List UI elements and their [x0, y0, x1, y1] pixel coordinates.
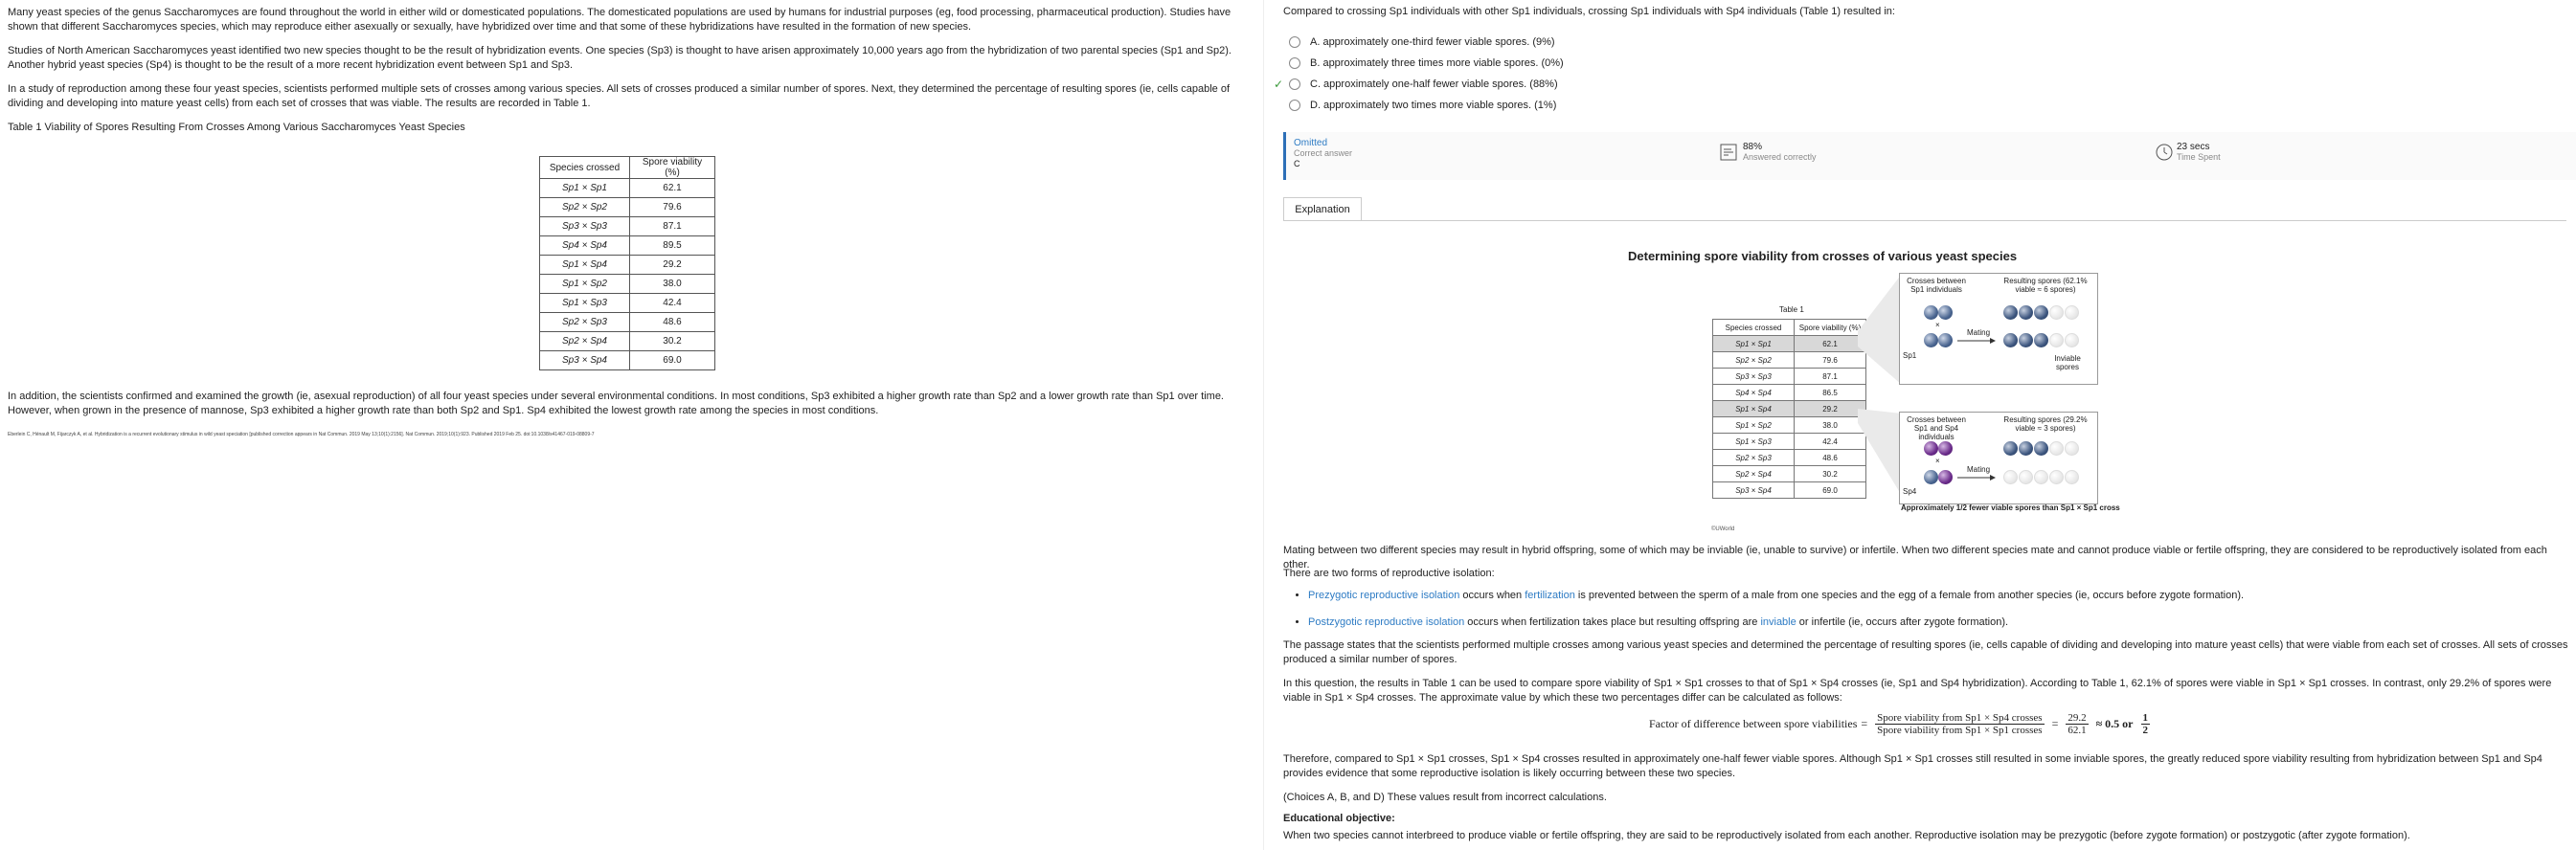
- formula: Factor of difference between spore viabilities = $\frac{\text{Spore viability from Sp1 × Sp4 crosses}}{\text{Spore viability from Sp1 × Sp1 crosses}}$ = $\frac{29.2}{62.1}$ ≈ 0.5 or $\frac{1}{2}$: [1649, 712, 2149, 736]
- viability-cell: 62.1: [1795, 336, 1866, 352]
- option-c[interactable]: C. approximately one-half fewer viable spores. (88%): [1289, 78, 1558, 91]
- species-cell: Sp1 × Sp2: [540, 275, 630, 294]
- arrow-icon: [1957, 474, 1996, 481]
- figure-table-row: [1713, 336, 1866, 352]
- viability-cell: 89.5: [630, 236, 715, 256]
- prezygotic-link[interactable]: Prezygotic reproductive isolation: [1308, 590, 1460, 601]
- viability-cell: 87.1: [1795, 369, 1866, 385]
- status-block: Omitted Correct answer C: [1294, 138, 1353, 168]
- sp1-cell: [1924, 470, 1938, 484]
- radio-icon[interactable]: [1289, 36, 1300, 48]
- explanation-paragraph-2: There are two forms of reproductive isolation:: [1283, 568, 1495, 579]
- viability-cell: 87.1: [630, 217, 715, 236]
- viability-cell: 86.5: [1795, 385, 1866, 401]
- viability-cell: 38.0: [1795, 417, 1866, 434]
- table-header: Spore viability (%): [630, 157, 715, 179]
- viability-cell: 30.2: [1795, 466, 1866, 482]
- figure-table-row: [1713, 417, 1866, 434]
- species-cell: Sp3 × Sp3: [540, 217, 630, 236]
- reference: Eberlein C, Hénault M, Fijarczyk A, et al. Hybridization is a recurrent evolutionary stimulus in wild yeast speciation [published correction appears in Nat Commun. 2019 May 13;10(1):2156]. Nat Commun. 2019;10(1):923. Published 2019 Feb 25. doi:10.1038/s41467-019-08809-7: [8, 432, 595, 437]
- species-cell: Sp3 × Sp3: [1713, 369, 1795, 385]
- status-text: Omitted: [1294, 138, 1328, 148]
- sp1-cell: [1938, 305, 1953, 320]
- postzygotic-link[interactable]: Postzygotic reproductive isolation: [1308, 616, 1465, 628]
- figure-table-row: [1713, 482, 1866, 499]
- species-cell: Sp1 × Sp2: [1713, 417, 1795, 434]
- figure-credit: ©UWorld: [1711, 526, 1735, 532]
- species-cell: Sp2 × Sp4: [540, 332, 630, 351]
- species-cell: Sp2 × Sp3: [1713, 450, 1795, 466]
- result-stats-bar: [1283, 132, 2576, 180]
- tab-explanation[interactable]: Explanation: [1283, 197, 1362, 221]
- option-a[interactable]: A. approximately one-third fewer viable spores. (9%): [1289, 35, 1555, 49]
- species-cell: Sp2 × Sp2: [1713, 352, 1795, 369]
- bullet-prezygotic: • Prezygotic reproductive isolation occurs when fertilization is prevented between the sperm of a male from one species and the egg of a female from another species (ie, occurs before zygote formation).: [1308, 589, 2571, 603]
- viability-cell: 42.4: [630, 294, 715, 313]
- explanation-paragraph-4: In this question, the results in Table 1 can be used to compare spore viability of Sp1 × Sp1 crosses to that of Sp1 × Sp4 crosses (ie, Sp1 and Sp4 hybridization). According to Table 1, 62.1% of spores were viable in Sp1 × Sp1 crosses. In contrast, only 29.2% of spores were viable in Sp1 × Sp4 crosses. The approximate value by which these two percentages differ can be calculated as follows:: [1283, 678, 2552, 704]
- explanation-paragraph-5: Therefore, compared to Sp1 × Sp1 crosses, Sp1 × Sp4 crosses resulted in approximately one-half fewer viable spores. Although Sp1 × Sp1 crosses still resulted in some inviable spores, the greatly reduced spore viability resulting from hybridization between Sp1 and Sp4 provides evidence that some reproductive isolation is likely occurring between these two species.: [1283, 753, 2542, 779]
- sp4-cell: [1924, 441, 1938, 456]
- species-cell: Sp3 × Sp4: [540, 351, 630, 370]
- explanation-paragraph-3: The passage states that the scientists performed multiple crosses among various yeast species and determined the percentage of resulting spores (ie, cells capable of dividing and developing into mature yeast cells) that were viable from each set of crosses. All sets of crosses produced a similar number of spores.: [1283, 639, 2568, 665]
- table-row: [540, 256, 715, 275]
- viability-cell: 69.0: [1795, 482, 1866, 499]
- figure-table-row: [1713, 352, 1866, 369]
- table-row: [540, 351, 715, 370]
- viability-cell: 48.6: [630, 313, 715, 332]
- fertilization-link[interactable]: fertilization: [1525, 590, 1575, 601]
- figure-table-row: [1713, 434, 1866, 450]
- passage-paragraph-1: Many yeast species of the genus Saccharomyces are found throughout the world in either wild or domesticated populations. The domesticated populations are used by humans for industrial purposes (eg, food processing, pharmaceutical production). Studies have shown that different Saccharomyces species, which may reproduce either asexually or sexually, have hybridized over time and that some of these hybridizations have resulted in the formation of new species.: [8, 7, 1232, 33]
- viability-cell: 62.1: [630, 179, 715, 198]
- correct-check-icon: ✓: [1274, 78, 1284, 91]
- table-row: [540, 179, 715, 198]
- viability-cell: 42.4: [1795, 434, 1866, 450]
- passage-pane: [0, 0, 1262, 850]
- radio-icon[interactable]: [1289, 78, 1300, 90]
- sp1-cell: [1924, 333, 1938, 347]
- arrow-icon: [1957, 337, 1996, 345]
- passage-paragraph-2: Studies of North American Saccharomyces yeast identified two new species thought to be the result of hybridization events. One species (Sp3) is thought to have arisen approximately 10,000 years ago from the hybridization of two parental species (Sp1 and Sp2). Another hybrid yeast species (Sp4) is thought to be the result of a more recent hybridization event between Sp1 and Sp3.: [8, 45, 1232, 71]
- panel-sp1-sp4-cross: Crosses between Sp1 and Sp4 individuals Resulting spores (29.2% viable ≈ 3 spores) × Sp4 Mating: [1899, 412, 2098, 504]
- explanation-paragraph-1: Mating between two different species may result in hybrid offspring, some of which may be inviable (ie, unable to survive) or infertile. When two different species mate and cannot produce viable or fertile offspring, they are considered to be reproductively isolated from each other.: [1283, 545, 2547, 570]
- viability-cell: 38.0: [630, 275, 715, 294]
- bar-chart-icon: [1720, 144, 1737, 161]
- option-d[interactable]: D. approximately two times more viable spores. (1%): [1289, 99, 1556, 112]
- table-row: [540, 313, 715, 332]
- viability-cell: 48.6: [1795, 450, 1866, 466]
- viability-table: [539, 156, 715, 370]
- species-cell: Sp4 × Sp4: [540, 236, 630, 256]
- figure-table-label: Table 1: [1779, 305, 1804, 314]
- figure-caption: Approximately 1/2 fewer viable spores than Sp1 × Sp1 cross: [1901, 503, 2120, 512]
- passage-paragraph-3: In a study of reproduction among these four yeast species, scientists performed multiple sets of crosses among various species. All sets of crosses produced a similar number of spores. Next, they determined the percentage of resulting spores (ie, cells capable of dividing and developing into mature yeast cells) from each set of crosses that was viable. The results are recorded in Table 1.: [8, 83, 1231, 109]
- option-b[interactable]: B. approximately three times more viable spores. (0%): [1289, 56, 1564, 70]
- radio-icon[interactable]: [1289, 57, 1300, 69]
- question-stem: Compared to crossing Sp1 individuals with other Sp1 individuals, crossing Sp1 individuals with Sp4 individuals (Table 1) resulted in:: [1283, 6, 1895, 17]
- table-row: [540, 198, 715, 217]
- species-cell: Sp2 × Sp2: [540, 198, 630, 217]
- clock-icon: [2156, 144, 2173, 161]
- sp1-cell: [1938, 333, 1953, 347]
- percent-block: 88% Answered correctly: [1720, 142, 1817, 163]
- table-header: Species crossed: [540, 157, 630, 179]
- species-cell: Sp1 × Sp4: [1713, 401, 1795, 417]
- table-row: [540, 217, 715, 236]
- panel-sp1-cross: Crosses between Sp1 individuals Resulting spores (62.1% viable ≈ 6 spores) × Sp1 Mating Inviable spores: [1899, 273, 2098, 385]
- species-cell: Sp1 × Sp4: [540, 256, 630, 275]
- table-row: [540, 294, 715, 313]
- inviable-link[interactable]: inviable: [1760, 616, 1796, 628]
- objective-title: Educational objective:: [1283, 813, 1395, 824]
- species-cell: Sp2 × Sp3: [540, 313, 630, 332]
- species-cell: Sp1 × Sp1: [540, 179, 630, 198]
- table-row: [540, 275, 715, 294]
- species-cell: Sp2 × Sp4: [1713, 466, 1795, 482]
- objective-text: When two species cannot interbreed to produce viable or fertile offspring, they are said to be reproductively isolated from each another. Reproductive isolation may be prezygotic (before zygote formation) or postzygotic (after zygote formation).: [1283, 830, 2410, 841]
- figure-table-row: [1713, 450, 1866, 466]
- viability-cell: 30.2: [630, 332, 715, 351]
- sp4-cell: [1938, 441, 1953, 456]
- pane-divider[interactable]: [1263, 0, 1264, 850]
- correct-answer-value: C: [1294, 159, 1300, 168]
- species-cell: Sp3 × Sp4: [1713, 482, 1795, 499]
- explanation-bullets: [1283, 589, 2571, 638]
- species-cell: Sp1 × Sp3: [540, 294, 630, 313]
- species-cell: Sp4 × Sp4: [1713, 385, 1795, 401]
- viability-cell: 29.2: [630, 256, 715, 275]
- table-caption: Table 1 Viability of Spores Resulting From Crosses Among Various Saccharomyces Yeast Species: [8, 122, 465, 133]
- species-cell: Sp1 × Sp3: [1713, 434, 1795, 450]
- figure-table-row: [1713, 401, 1866, 417]
- bullet-postzygotic: • Postzygotic reproductive isolation occurs when fertilization takes place but resulting offspring are inviable or infertile (ie, occurs after zygote formation).: [1308, 615, 2571, 630]
- viability-cell: 69.0: [630, 351, 715, 370]
- figure-title: Determining spore viability from crosses of various yeast species: [1628, 249, 2018, 263]
- time-block: 23 secs Time Spent: [2156, 142, 2221, 163]
- figure-table-row: [1713, 466, 1866, 482]
- species-cell: Sp1 × Sp1: [1713, 336, 1795, 352]
- table-row: [540, 236, 715, 256]
- sp1-cell: [1924, 305, 1938, 320]
- figure-table: Species crossed Spore viability (%) Sp1 × Sp1 62.1 Sp2 × Sp2 79.6 Sp3 × Sp3 87.1 Sp4 × Sp4 86.5 Sp1 × Sp4 29.2 Sp1 × Sp2 38.0 Sp1 × Sp3 42.4 Sp2 × Sp3 48.6 Sp2 × Sp4 30.2 Sp3 × Sp4 69.0: [1712, 319, 1866, 499]
- figure-connectors: [1858, 270, 1902, 500]
- figure-table-row: [1713, 369, 1866, 385]
- explanation-paragraph-6: (Choices A, B, and D) These values result from incorrect calculations.: [1283, 792, 1607, 803]
- radio-icon[interactable]: [1289, 100, 1300, 111]
- sp4-cell: [1938, 470, 1953, 484]
- passage-paragraph-4: In addition, the scientists confirmed and examined the growth (ie, asexual reproduction) of all four yeast species under several environmental conditions. In most conditions, Sp3 exhibited a higher growth rate than Sp2 and a lower growth rate than Sp1 over time. However, when grown in the presence of mannose, Sp3 exhibited a higher growth rate than both Sp2 and Sp1. Sp4 exhibited the lowest growth rate among the species in most conditions.: [8, 391, 1224, 416]
- figure-table-row: [1713, 385, 1866, 401]
- table-row: [540, 332, 715, 351]
- tab-divider: [1283, 220, 2566, 221]
- viability-cell: 79.6: [630, 198, 715, 217]
- viability-cell: 29.2: [1795, 401, 1866, 417]
- viability-cell: 79.6: [1795, 352, 1866, 369]
